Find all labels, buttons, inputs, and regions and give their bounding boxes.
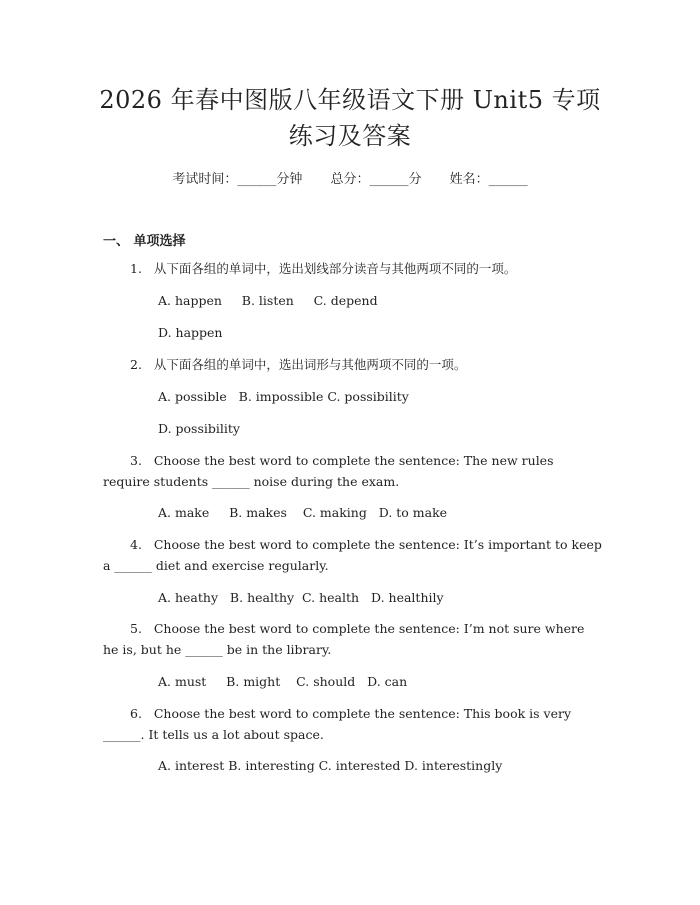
title-line-1: 2026 年春中图版八年级语文下册 Unit5 专项 <box>99 86 601 114</box>
question-2-options-row-1: A. possible B. impossible C. possibility <box>158 389 409 404</box>
title-line-2: 练习及答案 <box>288 122 412 150</box>
question-2: 2. 从下面各组的单词中，选出词形与其他两项不同的一项。 <box>130 357 467 372</box>
question-3-options: A. make B. makes C. making D. to make <box>158 505 448 520</box>
question-6: 6. Choose the best word to complete the sentence: This book is very ______. It tells us a lot about space. <box>103 706 576 742</box>
student-name: 姓名：______ <box>449 172 528 187</box>
question-4-options: A. heathy B. healthy C. health D. healthily <box>158 590 444 605</box>
question-1: 1. 从下面各组的单词中，选出划线部分读音与其他两项不同的一项。 <box>130 261 517 276</box>
question-5-options: A. must B. might C. should D. can <box>158 674 408 689</box>
question-3: 3. Choose the best word to complete the sentence: The new rules require students ______ noise during the exam. <box>103 453 558 489</box>
section-heading: 一、 单项选择 <box>103 234 186 249</box>
question-1-options-row-2: D. happen <box>158 325 223 340</box>
exam-score: 总分：______分 <box>330 172 422 187</box>
question-1-options-row-1: A. happen B. listen C. depend <box>158 293 378 308</box>
exam-info <box>0 168 700 187</box>
question-5: 5. Choose the best word to complete the sentence: I’m not sure where he is, but he ______ be in the library. <box>103 621 589 657</box>
question-6-options: A. interest B. interesting C. interested D. interestingly <box>158 758 503 773</box>
exam-time: 考试时间：______分钟 <box>172 172 303 187</box>
question-2-options-row-2: D. possibility <box>158 421 240 436</box>
question-4: 4. Choose the best word to complete the sentence: It’s important to keep a ______ diet and exercise regularly. <box>103 537 606 573</box>
